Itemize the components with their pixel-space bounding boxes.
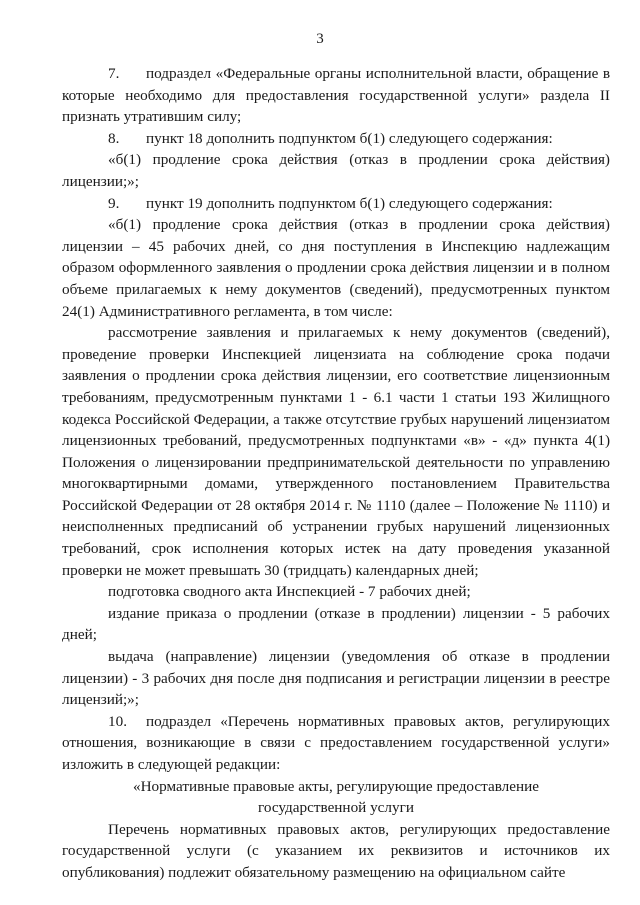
paragraph-number: 9.	[108, 194, 120, 212]
paragraph-9-order: издание приказа о продлении (отказе в продлении) лицензии - 5 рабочих дней;	[62, 604, 610, 644]
paragraph-text: пункт 18 дополнить подпунктом б(1) следующего содержания:	[146, 129, 553, 147]
document-body	[62, 63, 610, 884]
page-number: 3	[316, 31, 324, 47]
paragraph-number: 8.	[108, 129, 120, 147]
paragraph-7	[62, 63, 610, 128]
paragraph-10	[62, 711, 610, 776]
section-heading-line-1: «Нормативные правовые акты, регулирующие предоставление	[132, 777, 539, 795]
paragraph-9-insert: «б(1) продление срока действия (отказ в продлении срока действия) лицензии – 45 рабочих дней, со дня поступления в Инспекцию надлежащим образом оформленного заявления о продлении срока действия лицензии и в полном объеме прилагаемых к нему документов (сведений), предусмотренных пунктом 24(1) Административного регламента, в том числе:	[62, 216, 610, 320]
paragraph-text: пункт 19 дополнить подпунктом б(1) следующего содержания:	[146, 194, 553, 212]
paragraph-9-issue: выдача (направление) лицензии (уведомления об отказе в продлении лицензии) - 3 рабочих дня после дня подписания и регистрации лицензии в реестре лицензий;»;	[62, 648, 610, 709]
paragraph-text: подраздел «Федеральные органы исполнительной власти, обращение в которые необходимо для предоставления государственной услуги» раздела II признать утратившим силу;	[62, 65, 610, 126]
paragraph-8-insert: «б(1) продление срока действия (отказ в продлении срока действия) лицензии;»;	[62, 151, 610, 190]
paragraph-number: 7.	[108, 65, 120, 82]
paragraph-text: подраздел «Перечень нормативных правовых актов, регулирующих отношения, возникающие в связи с предоставлением государственной услуги» изложить в следующей редакции:	[62, 712, 610, 773]
paragraph-number: 10.	[108, 712, 127, 730]
paragraph-10-insert: Перечень нормативных правовых актов, регулирующих предоставление государственной услуги (с указанием их реквизитов и источников их опубликования) подлежит обязательному размещению на официальном сайте	[62, 820, 610, 881]
paragraph-9-act: подготовка сводного акта Инспекцией - 7 рабочих дней;	[108, 583, 471, 601]
paragraph-8	[62, 128, 610, 150]
paragraph-9	[62, 193, 610, 215]
section-heading-line-2: государственной услуги	[258, 799, 414, 817]
paragraph-9-review: рассмотрение заявления и прилагаемых к нему документов (сведений), проведение проверки Инспекцией лицензиата на соблюдение срока подачи заявления о продлении срока действия лицензии, его соответствие лицензионным требованиям, предусмотренным пунктами 1 - 6.1 части 1 статьи 193 Жилищного кодекса Российской Федерации, а также отсутствие грубых нарушений лицензиатом лицензионных требований, предусмотренных подпунктами «в» - «д» пункта 4(1) Положения о лицензировании предпринимательской деятельности по управлению многоквартирными домами, утвержденного постановлением Правительства Российской Федерации от 28 октября 2014 г. № 1110 (далее – Положение № 1110) и неисполненных предписаний об устранении грубых нарушений лицензионных требований, срок исполнения которых истек на дату проведения указанной проверки не может превышать 30 (тридцать) календарных дней;	[62, 324, 610, 579]
